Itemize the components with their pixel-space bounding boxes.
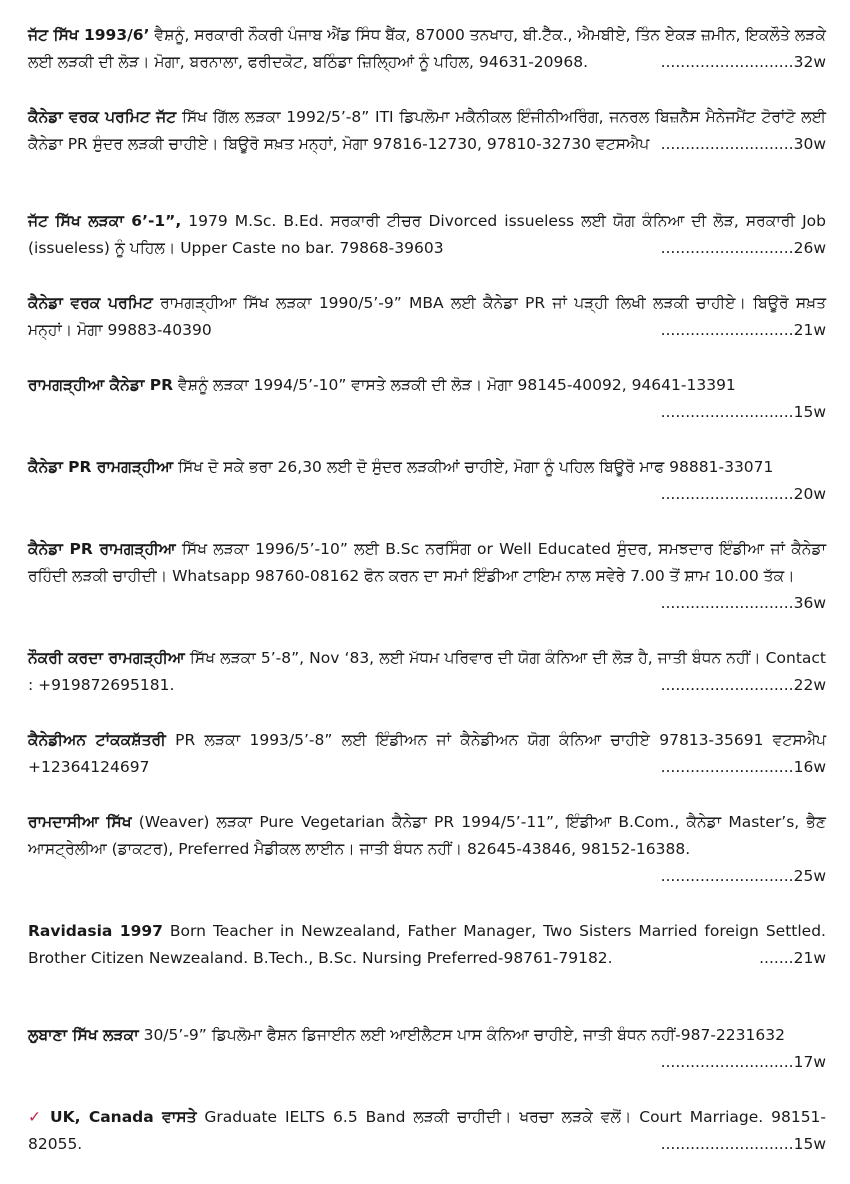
ad-entry <box>28 208 826 262</box>
ad-heading: ਕੈਨੇਡਾ PR ਰਾਮਗੜ੍ਹੀਆ <box>28 540 176 558</box>
ad-heading: ਰਾਮਗੜ੍ਹੀਆ ਕੈਨੇਡਾ PR <box>28 376 174 394</box>
ad-heading: ਕੈਨੇਡਾ ਵਰਕ ਪਰਮਿਟ <box>28 294 153 312</box>
ad-text: (Weaver) ਲੜਕਾ Pure Vegetarian ਕੈਨੇਡਾ PR 1994/5’-11”, ਇੰਡੀਆ B.Com., ਕੈਨੇਡਾ Master’s, ਭੈਣ ਆਸਟ੍ਰੇਲੀਆ (ਡਾਕਟਰ), Preferred ਮੈਡੀਕਲ ਲਾਈਨ। ਜਾਤੀ ਬੰਧਨ ਨਹੀਂ। 82645-43846, 98152-16388. <box>28 813 826 858</box>
ad-heading: Ravidasia 1997 <box>28 922 163 940</box>
classified-ads-page <box>28 22 826 1158</box>
ad-heading: ਕੈਨੇਡਾ PR ਰਾਮਗੜ੍ਹੀਆ <box>28 458 174 476</box>
ad-word-count: ...........................32w <box>660 53 826 71</box>
ad-entry <box>28 454 826 508</box>
ad-heading: ਕੈਨੇਡੀਅਨ ਟਾਂਕਕਸ਼ੱਤਰੀ <box>28 731 166 749</box>
ad-entry <box>28 22 826 76</box>
ad-text: 30/5’-9” ਡਿਪਲੋਮਾ ਫੈਸ਼ਨ ਡਿਜਾਈਨ ਲਈ ਆਈਲੈਟਸ ਪਾਸ ਕੰਨਿਆ ਚਾਹੀਏ, ਜਾਤੀ ਬੰਧਨ ਨਹੀਂ-987-2231632 <box>138 1026 785 1044</box>
ad-heading: ਨੌਕਰੀ ਕਰਦਾ ਰਾਮਗੜ੍ਹੀਆ <box>28 649 185 667</box>
ad-word-count: ...........................22w <box>660 676 826 694</box>
ad-word-count: ...........................20w <box>660 485 826 503</box>
ad-entry <box>28 1104 826 1158</box>
ad-word-count: ...........................25w <box>660 867 826 885</box>
ad-word-count: ...........................30w <box>660 135 826 153</box>
ad-entry <box>28 372 826 426</box>
ad-text: ਸਿੱਖ ਦੋ ਸਕੇ ਭਰਾ 26,30 ਲਈ ਦੋ ਸੁੰਦਰ ਲੜਕੀਆਂ ਚਾਹੀਏ, ਮੋਗਾ ਨੂੰ ਪਹਿਲ ਬਿਊਰੋ ਮਾਫ 98881-33071 <box>173 458 774 476</box>
ad-entry <box>28 809 826 890</box>
ad-word-count: ...........................17w <box>660 1053 826 1071</box>
ad-word-count: ...........................26w <box>660 239 826 257</box>
ad-heading: ਜੱਟ ਸਿੱਖ 1993/6’ <box>28 26 150 44</box>
ad-text: 1979 M.Sc. B.Ed. ਸਰਕਾਰੀ ਟੀਚਰ Divorced issueless ਲਈ ਯੋਗ ਕੰਨਿਆ ਦੀ ਲੋੜ, ਸਰਕਾਰੀ Job (issueless) ਨੂੰ ਪਹਿਲ। Upper Caste no bar. 79868-39603 <box>28 212 826 257</box>
ad-entry <box>28 536 826 617</box>
ad-entry <box>28 727 826 781</box>
ad-entry <box>28 918 826 972</box>
ad-word-count: .......21w <box>759 949 826 967</box>
ad-entry <box>28 645 826 699</box>
ad-word-count: ...........................16w <box>660 758 826 776</box>
ad-word-count: ...........................36w <box>660 594 826 612</box>
ad-word-count: ...........................15w <box>660 403 826 421</box>
ad-word-count: ...........................21w <box>660 321 826 339</box>
ad-heading: ਕੈਨੇਡਾ ਵਰਕ ਪਰਮਿਟ ਜੱਟ <box>28 108 177 126</box>
ad-text: ਵੈਸ਼ਨੂੰ ਲੜਕਾ 1994/5’-10” ਵਾਸਤੇ ਲੜਕੀ ਦੀ ਲੋੜ। ਮੋਗਾ 98145-40092, 94641-13391 <box>173 376 736 394</box>
ad-text: PR ਲੜਕਾ 1993/5’-8” ਲਈ ਇੰਡੀਅਨ ਜਾਂ ਕੈਨੇਡੀਅਨ ਯੋਗ ਕੰਨਿਆ ਚਾਹੀਏ 97813-35691 ਵਟਸਐਪ +12364124697 <box>28 731 826 776</box>
ad-word-count: ...........................15w <box>660 1135 826 1153</box>
ad-text: Born Teacher in Newzealand, Father Manager, Two Sisters Married foreign Settled. Brother Citizen Newzealand. B.Tech., B.Sc. Nursing Preferred-98761-79182. <box>28 922 826 967</box>
ad-entry <box>28 104 826 158</box>
ad-heading: UK, Canada ਵਾਸਤੇ <box>49 1108 197 1126</box>
ad-entry <box>28 1022 826 1076</box>
ad-text: ਸਿੱਖ ਗਿੱਲ ਲੜਕਾ 1992/5’-8” ITI ਡਿਪਲੋਮਾ ਮਕੈਨੀਕਲ ਇੰਜੀਨੀਅਰਿੰਗ, ਜਨਰਲ ਬਿਜ਼ਨੈੱਸ ਮੈਨੇਜਮੈਂਟ ਟੋਰਾਂਟੋ ਲਈ ਕੈਨੇਡਾ PR ਸੁੰਦਰ ਲੜਕੀ ਚਾਹੀਏ। ਬਿਊਰੋ ਸਖ਼ਤ ਮਨ੍ਹਾਂ, ਮੋਗਾ 97816-12730, 97810-32730 ਵਟਸਐਪ <box>28 108 826 153</box>
ad-heading: ਜੱਟ ਸਿੱਖ ਲੜਕਾ 6’-1”, <box>28 212 182 230</box>
ad-text: ਵੈਸ਼ਨੂੰ, ਸਰਕਾਰੀ ਨੌਕਰੀ ਪੰਜਾਬ ਐਂਡ ਸਿੰਧ ਬੈਂਕ, 87000 ਤਨਖਾਹ, ਬੀ.ਟੈੱਕ., ਐਮਬੀਏ, ਤਿੰਨ ਏਕੜ ਜ਼ਮੀਨ, ਇਕਲੌਤੇ ਲੜਕੇ ਲਈ ਲੜਕੀ ਦੀ ਲੋੜ। ਮੋਗਾ, ਬਰਨਾਲਾ, ਫਰੀਦਕੋਟ, ਬਠਿੰਡਾ ਜ਼ਿਲ੍ਹਿਆਂ ਨੂੰ ਪਹਿਲ, 94631-20968. <box>28 26 827 71</box>
ad-text: ਸਿੱਖ ਲੜਕਾ 5’-8”, Nov ‘83, ਲਈ ਮੱਧਮ ਪਰਿਵਾਰ ਦੀ ਯੋਗ ਕੰਨਿਆ ਦੀ ਲੋੜ ਹੈ, ਜਾਤੀ ਬੰਧਨ ਨਹੀਂ। Contact : +919872695181. <box>28 649 826 694</box>
ad-text: ਸਿੱਖ ਲੜਕਾ 1996/5’-10” ਲਈ B.Sc ਨਰਸਿੰਗ or Well Educated ਸੁੰਦਰ, ਸਮਝਦਾਰ ਇੰਡੀਆ ਜਾਂ ਕੈਨੇਡਾ ਰਹਿੰਦੀ ਲੜਕੀ ਚਾਹੀਦੀ। Whatsapp 98760-08162 ਫੋਨ ਕਰਨ ਦਾ ਸਮਾਂ ਇੰਡੀਆ ਟਾਇਮ ਨਾਲ ਸਵੇਰੇ 7.00 ਤੋਂ ਸ਼ਾਮ 10.00 ਤੱਕ। <box>28 540 827 585</box>
checkmark-icon: ✓ <box>28 1108 44 1126</box>
ad-text: Graduate IELTS 6.5 Band ਲੜਕੀ ਚਾਹੀਦੀ। ਖਰਚਾ ਲੜਕੇ ਵਲੋਂ। Court Marriage. 98151-82055. <box>28 1108 827 1153</box>
ad-entry <box>28 290 826 344</box>
ad-text: ਰਾਮਗੜ੍ਹੀਆ ਸਿੱਖ ਲੜਕਾ 1990/5’-9” MBA ਲਈ ਕੈਨੇਡਾ PR ਜਾਂ ਪੜ੍ਹੀ ਲਿਖੀ ਲੜਕੀ ਚਾਹੀਏ। ਬਿਊਰੋ ਸਖ਼ਤ ਮਨ੍ਹਾਂ। ਮੋਗਾ 99883-40390 <box>28 294 826 339</box>
ad-heading: ਰਾਮਦਾਸੀਆ ਸਿੱਖ <box>28 813 132 831</box>
ad-heading: ਲੁਬਾਣਾ ਸਿੱਖ ਲੜਕਾ <box>28 1026 139 1044</box>
